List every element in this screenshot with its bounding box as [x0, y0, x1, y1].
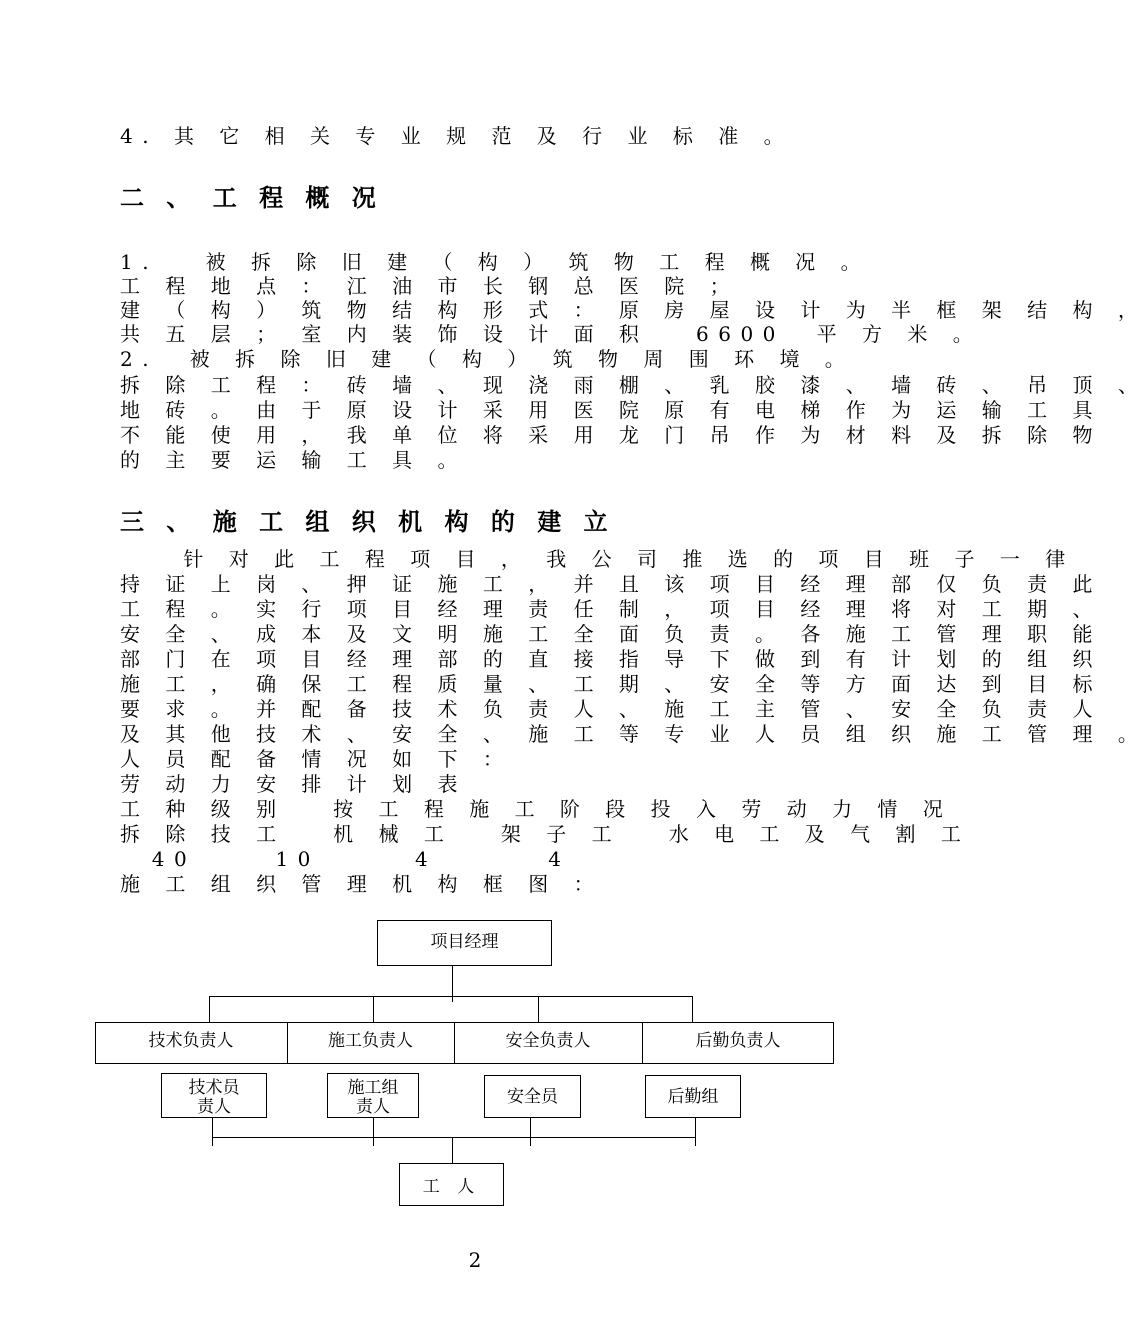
- paragraph-line: 拆 除 工 程 ： 砖 墙 、 现 浇 雨 棚 、 乳 胶 漆 、 墙 砖 、 吊 顶 、: [120, 373, 1147, 397]
- paragraph-line: 1. 被 拆 除 旧 建 （ 构 ） 筑 物 工 程 概 况 。: [120, 250, 871, 274]
- page-number: 2: [468, 1248, 482, 1272]
- org-box-construction-team: [327, 1073, 419, 1118]
- org-box-technician: [161, 1073, 267, 1118]
- connector: [692, 996, 693, 1022]
- paragraph-line: 不 能 使 用 ， 我 单 位 将 采 用 龙 门 吊 作 为 材 料 及 拆 除 物: [120, 423, 1103, 447]
- paragraph-line: 工 程 。 实 行 项 目 经 理 责 任 制 ， 项 目 经 理 将 对 工 期 、: [120, 597, 1103, 621]
- section-heading-project-overview: 二 、 工 程 概 况: [120, 183, 383, 212]
- labor-plan-trades: 拆 除 技 工 机 械 工 架 子 工 水 电 工 及 气 割 工: [120, 822, 971, 846]
- labor-plan-title: 劳 动 力 安 排 计 划 表: [120, 772, 468, 796]
- paragraph-line: 2. 被 拆 除 旧 建 （ 构 ） 筑 物 周 围 环 境 。: [120, 347, 855, 371]
- paragraph-line: 部 门 在 项 目 经 理 部 的 直 接 指 导 下 做 到 有 计 划 的 组 织: [120, 647, 1103, 671]
- org-box-project-manager: [377, 920, 552, 966]
- org-box-safety-manager: 安全负责人: [505, 1031, 591, 1051]
- paragraph-line: 要 求 。 并 配 备 技 术 负 责 人 、 施 工 主 管 、 安 全 负 责 人: [120, 697, 1103, 721]
- connector: [452, 1137, 453, 1163]
- org-box-logistics-team: [645, 1075, 741, 1118]
- connector-top-bus: [209, 996, 692, 997]
- connector: [452, 966, 453, 1002]
- paragraph-line: 施 工 ， 确 保 工 程 质 量 、 工 期 、 安 全 等 方 面 达 到 目 标: [120, 672, 1103, 696]
- standard-item-4: 4. 其 它 相 关 专 业 规 范 及 行 业 标 准 。: [120, 124, 794, 148]
- paragraph-line: 建 （ 构 ） 筑 物 结 构 形 式 ： 原 房 屋 设 计 为 半 框 架 结 构 ，: [120, 298, 1147, 322]
- org-box-label: 施工组: [347, 1078, 399, 1098]
- connector: [212, 1118, 213, 1146]
- org-box-workers: [399, 1163, 504, 1206]
- connector: [538, 996, 539, 1022]
- labor-plan-header: 工 种 级 别 按 工 程 施 工 阶 段 投 入 劳 动 力 情 况: [120, 797, 953, 821]
- paragraph-line: 安 全 、 成 本 及 文 明 施 工 全 面 负 责 。 各 施 工 管 理 职 能: [120, 622, 1103, 646]
- paragraph-line: 持 证 上 岗 、 押 证 施 工 ， 并 且 该 项 目 经 理 部 仅 负 责 此: [120, 572, 1103, 596]
- org-box-label: 责人: [356, 1097, 390, 1117]
- org-chart-caption: 施 工 组 织 管 理 机 构 框 图 ：: [120, 872, 604, 896]
- org-box-label: 责人: [197, 1097, 231, 1117]
- paragraph-line: 及 其 他 技 术 、 安 全 、 施 工 等 专 业 人 员 组 织 施 工 管 理 。: [120, 722, 1147, 746]
- org-box-safety-officer: [484, 1075, 581, 1118]
- org-box-label: 技术员: [188, 1078, 240, 1098]
- connector: [373, 996, 374, 1022]
- paragraph-line: 地 砖 。 由 于 原 设 计 采 用 医 院 原 有 电 梯 作 为 运 输 工 具: [120, 398, 1103, 422]
- paragraph-line: 工 程 地 点 ： 江 油 市 长 钢 总 医 院 ；: [120, 274, 740, 298]
- org-box-label: 项目经理: [430, 932, 499, 952]
- labor-plan-counts: 40 10 4 4: [120, 847, 571, 871]
- paragraph-line: 针 对 此 工 程 项 目 ， 我 公 司 推 选 的 项 目 班 子 一 律: [120, 547, 1075, 571]
- connector: [209, 996, 210, 1022]
- section-heading-organization: 三 、 施 工 组 织 机 构 的 建 立: [120, 507, 615, 536]
- paragraph-line: 的 主 要 运 输 工 具 。: [120, 448, 468, 472]
- org-box-label: 安全员: [507, 1087, 558, 1107]
- org-box-label: 工 人: [422, 1177, 481, 1197]
- paragraph-line: 人 员 配 备 情 况 如 下 ：: [120, 747, 513, 771]
- org-box-construction-manager: 施工负责人: [328, 1031, 413, 1051]
- connector: [373, 1118, 374, 1146]
- paragraph-line: 共 五 层 ； 室 内 装 饰 设 计 面 积 6600 平 方 米 。: [120, 322, 983, 346]
- org-box-label: 后勤组: [667, 1087, 719, 1107]
- connector-bottom-bus: [212, 1137, 695, 1138]
- org-box-tech-manager: 技术负责人: [148, 1031, 234, 1051]
- org-box-logistics-manager: 后勤负责人: [695, 1031, 781, 1051]
- connector: [695, 1118, 696, 1146]
- connector: [530, 1118, 531, 1146]
